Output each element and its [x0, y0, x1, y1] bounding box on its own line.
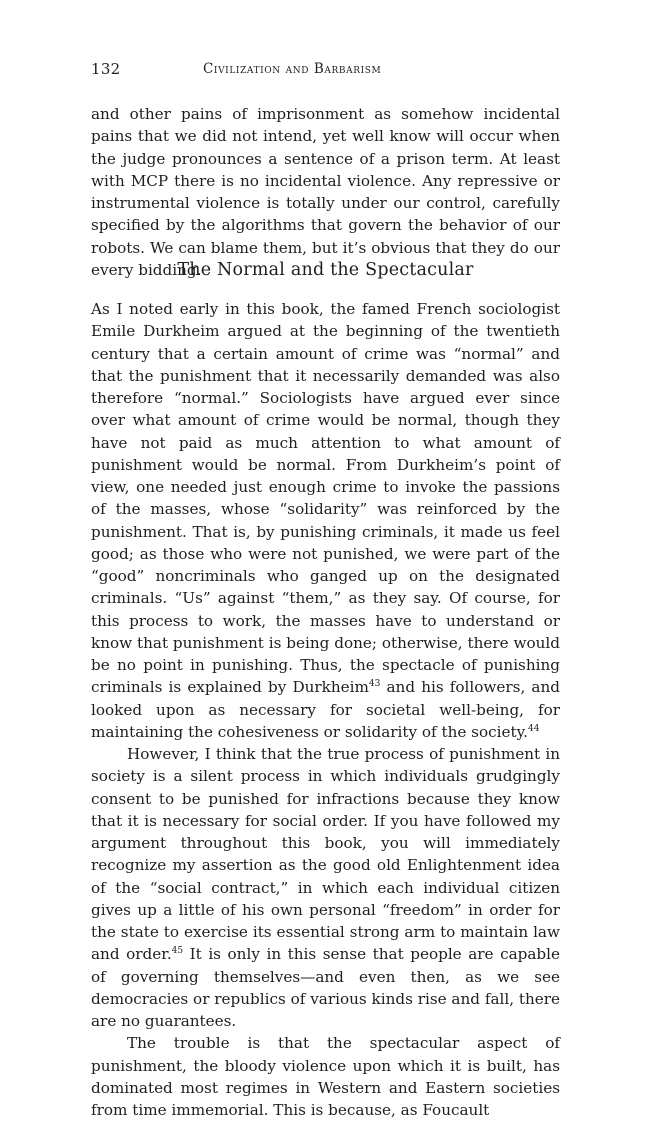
paragraph-2-part-b: and his followers, and looked upon as necessary for societal well-being, for maintaining the cohesiveness or solidarity of the society. [91, 678, 560, 741]
paragraph-1: and other pains of imprisonment as somehow incidental pains that we did not intend, yet well know will occur when the judge pronounces a sentence of a prison term. At least with MCP there is no incidental violence. Any repressive or instrumental violence is totally under our control, carefully specified by the algorithms that govern the behavior of our robots. We can blame them, but it’s obvious that they do our every bidding. [91, 105, 560, 279]
page-header [91, 60, 560, 84]
footnote-ref-43: 43 [368, 679, 381, 690]
paragraph-3 [91, 743, 560, 1032]
paragraph-3-part-b: It is only in this sense that people are capable of governing themselves—and even then, as we see democracies or republics of various kinds rise and fall, there are no guarantees. [91, 945, 560, 1030]
running-head: Civilization and Barbarism [203, 61, 382, 77]
footnote-ref-45: 45 [171, 946, 184, 957]
paragraph-2 [91, 298, 560, 743]
page-number: 132 [91, 60, 121, 78]
section-body [91, 298, 560, 1121]
paragraph-2-part-a: As I noted early in this book, the famed French sociologist Emile Durkheim argued at the beginning of the twentieth century that a certain amount of crime was “normal” and that the punishment that it necessarily demanded was also therefore “normal.” Sociologists have argued ever since over what amount of crime would be normal, though they have not paid as much attention to what amount of punishment would be normal. From Durkheim’s point of view, one needed just enough crime to invoke the passions of the masses, whose “solidarity” was reinforced by the punishment. That is, by punishing criminals, it made us feel good; as those who were not punished, we were part of the “good” noncriminals who ganged up on the designated criminals. “Us” against “them,” as they say. Of course, for this process to work, the masses have to understand or know that punishment is being done; otherwise, there would be no point in punishing. Thus, the spectacle of punishing criminals is explained by Durkheim [91, 300, 560, 697]
paragraph-4: The trouble is that the spectacular aspect of punishment, the bloody violence upon which it is built, has dominated most regimes in Western and Eastern societies from time immemorial. This is because, as Foucault [91, 1034, 560, 1119]
section-heading: The Normal and the Spectacular [177, 260, 474, 280]
paragraph-3-part-a: However, I think that the true process of punishment in society is a silent process in which individuals grudgingly consent to be punished for infractions because they know that it is necessary for social order. If you have followed my argument throughout this book, you will immediately recognize my assertion as the good old Enlightenment idea of the “social contract,” in which each individual citizen gives up a little of his own personal “freedom” in order for the state to exercise its essential strong arm to maintain law and order. [91, 745, 560, 964]
footnote-ref-44: 44 [527, 723, 540, 734]
